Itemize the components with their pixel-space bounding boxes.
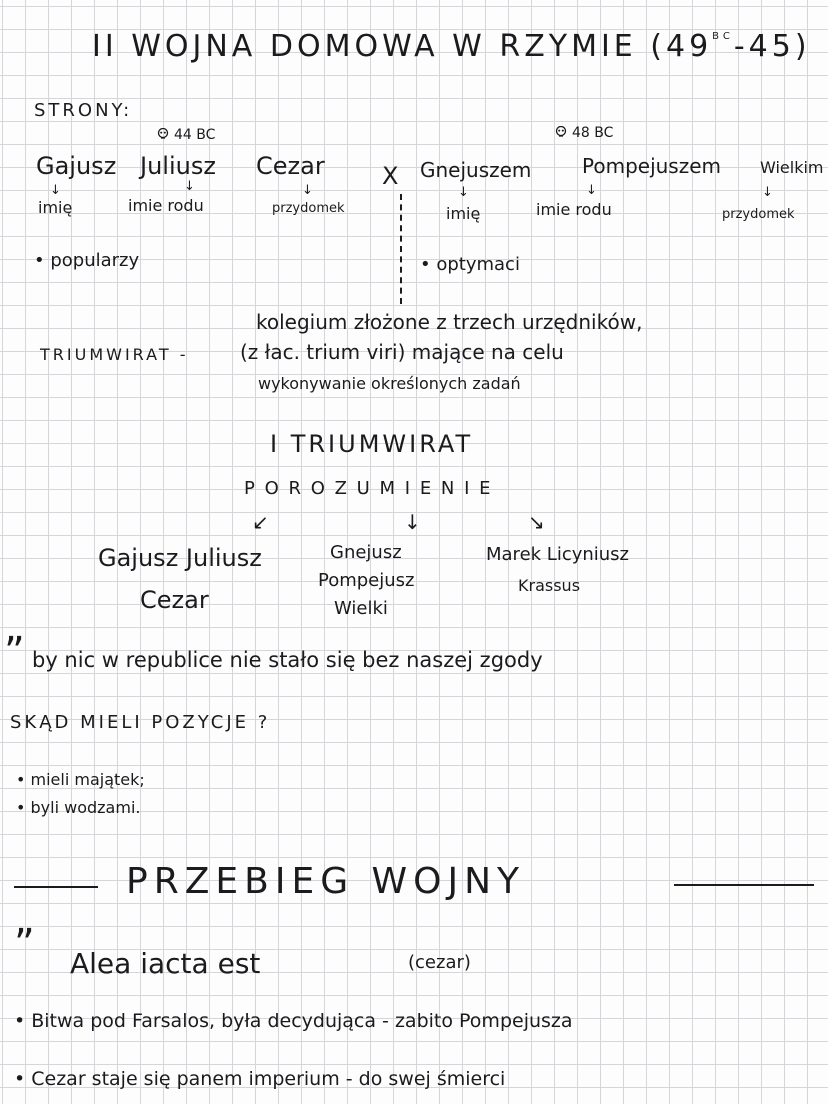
section-heading: PRZEBIEG WOJNY — [126, 861, 525, 902]
member-crassus-line1: Marek Licyniusz — [486, 544, 630, 565]
section-rule-left — [14, 886, 98, 888]
reason-item: • byli wodzami. — [16, 798, 141, 817]
triumwirat-term — [40, 347, 188, 363]
down-arrow-icon: ↓ — [50, 183, 61, 198]
member-pompey-line2: Pompejusz — [318, 570, 415, 591]
down-right-arrow-icon: ↘ — [528, 510, 545, 534]
left-death-year: 44 BC — [174, 127, 216, 143]
member-crassus-line2: Krassus — [518, 576, 581, 595]
term-word: TRIUMWIRAT — [40, 345, 172, 364]
down-arrow-icon: ↓ — [404, 510, 421, 534]
left-death-note — [156, 128, 215, 142]
first-triumvirate-heading: I TRIUMWIRAT — [270, 430, 474, 458]
member-pompey-line3: Wielki — [334, 598, 388, 619]
left-label-b: imie rodu — [128, 196, 204, 215]
right-label-a: imię — [446, 204, 481, 223]
section-rule-right — [674, 884, 814, 886]
down-arrow-icon: ↓ — [302, 183, 313, 198]
right-label-c: przydomek — [722, 207, 795, 222]
right-label-b: imie rodu — [536, 200, 612, 219]
war-event: • Cezar staje się panem imperium - do swej śmierci — [14, 1068, 506, 1090]
first-triumvirate-subheading: P O R O Z U M I E N I E — [244, 478, 493, 499]
reason-item: • mieli majątek; — [16, 770, 145, 789]
right-faction: • optymaci — [420, 254, 520, 275]
right-death-note — [554, 126, 613, 140]
versus-mark: X — [382, 162, 399, 190]
down-arrow-icon: ↓ — [458, 185, 469, 200]
skull-icon — [156, 128, 170, 140]
quote-mark: „ — [14, 897, 35, 943]
right-name-b: Pompejuszem — [582, 154, 722, 178]
member-pompey-line1: Gnejusz — [330, 542, 402, 563]
divider-line — [400, 194, 402, 304]
definition-line-3: wykonywanie określonych zadań — [258, 374, 521, 393]
title-end: -45) — [733, 29, 811, 64]
title-superscript: BC — [712, 31, 734, 42]
down-left-arrow-icon: ↙ — [252, 510, 269, 534]
left-label-a: imię — [38, 198, 73, 217]
down-arrow-icon: ↓ — [762, 185, 773, 200]
left-name-a: Gajusz — [36, 152, 117, 180]
definition-line-1: kolegium złożone z trzech urzędników, — [256, 310, 643, 334]
down-arrow-icon: ↓ — [184, 179, 195, 194]
page-title — [92, 29, 811, 64]
right-name-c: Wielkim — [760, 158, 824, 177]
member-caesar-line1: Gajusz Juliusz — [98, 544, 262, 572]
title-main: II WOJNA DOMOWA W RZYMIE (49 — [92, 29, 713, 64]
right-death-year: 48 BC — [572, 125, 614, 141]
quote-mark: „ — [4, 605, 25, 651]
left-name-b: Juliusz — [140, 152, 216, 180]
down-arrow-icon: ↓ — [586, 183, 597, 198]
left-name-c: Cezar — [256, 152, 325, 180]
member-caesar-line2: Cezar — [140, 586, 209, 614]
war-event: • Bitwa pod Farsalos, była decydująca - zabito Pompejusza — [14, 1010, 573, 1032]
sides-label: STRONY: — [34, 100, 133, 121]
skull-icon — [554, 126, 568, 138]
left-label-c: przydomek — [272, 201, 345, 216]
quote-alea: Alea iacta est — [70, 947, 261, 980]
term-dash: - — [179, 345, 189, 364]
quote-text: by nic w republice nie stało się bez naszej zgody — [32, 648, 543, 672]
left-faction: • popularzy — [34, 250, 140, 271]
definition-line-2: (z łac. trium viri) mające na celu — [240, 340, 564, 364]
right-name-a: Gnejuszem — [420, 158, 532, 182]
quote-author: (cezar) — [408, 952, 471, 973]
question-heading: SKĄD MIELI POZYCJE ? — [10, 712, 271, 733]
